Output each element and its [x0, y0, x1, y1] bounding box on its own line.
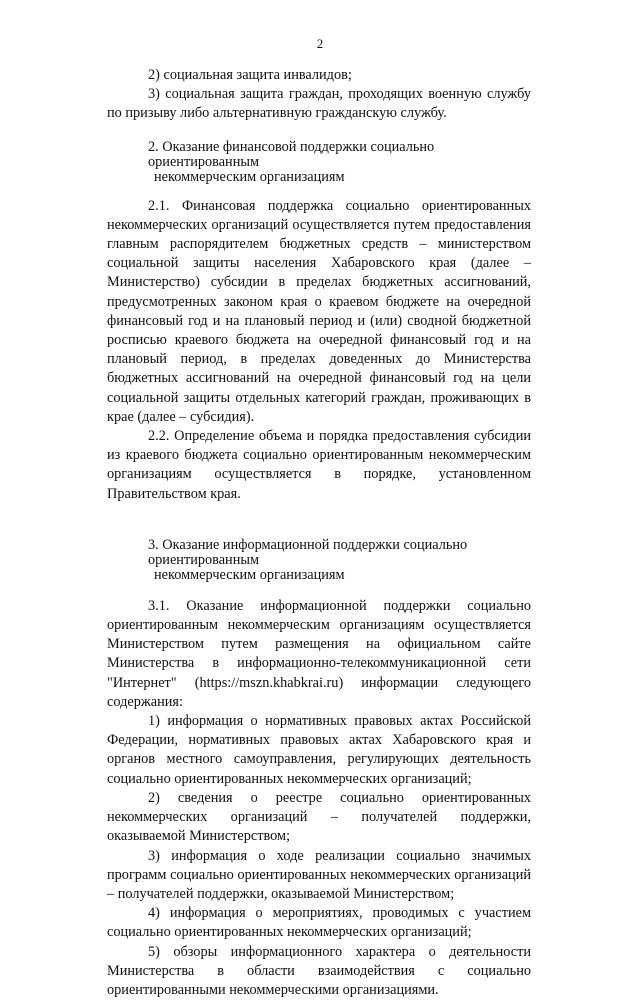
section-2-heading-line2: некоммерческим организациям [154, 168, 345, 185]
paragraph-2-1: 2.1. Финансовая поддержка социально ориентированных некоммерческих организаций осуществляется путем предоставления главным распорядителем бюджетных средств – министерством социальной защиты населения Хабаровского края (далее – Министерство) субсидии в пределах бюджетных ассигнований, предусмотренных законом края о краевом бюджете на очередной финансовый год и на плановый период и (или) сводной бюджетной росписью краевого бюджета на очередной финансовый год и на плановый период, в пределах доведенных до Министерства бюджетных ассигнований на очередной финансовый год на цели социальной защиты отдельных категорий граждан, проживающих в крае (далее – субсидия). [107, 197, 531, 425]
section-2-heading-line1: 2. Оказание финансовой поддержки социально ориентированным [148, 138, 435, 170]
list-item-1: 1) информация о нормативных правовых актах Российской Федерации, нормативных правовых актах Хабаровского края и органов местного самоуправления, регулирующих деятельность социально ориентированных некоммерческих организаций; [107, 713, 531, 787]
intro-item-2: 2) социальная защита инвалидов; [148, 67, 352, 83]
section-2-heading [148, 140, 531, 185]
list-item-5: 5) обзоры информационного характера о деятельности Министерства в области взаимодействия с социально ориентированными некоммерческими организациями. [107, 943, 531, 998]
section-3-heading [148, 538, 531, 583]
section-3-heading-line2: некоммерческим организациям [154, 566, 345, 583]
list-item-3: 3) информация о ходе реализации социально значимых программ социально ориентированных некоммерческих организаций – получателей поддержки, оказываемой Министерством; [107, 847, 531, 902]
intro-item-3: 3) социальная защита граждан, проходящих военную службу по призыву либо альтернативную гражданскую службу. [107, 86, 531, 122]
page-number: 2 [316, 36, 324, 51]
paragraph-2-2: 2.2. Определение объема и порядка предоставления субсидии из краевого бюджета социально ориентированным некоммерческим организациям осуществляется в порядке, установленном Правительством края. [107, 428, 531, 502]
document-body [107, 66, 531, 1000]
section-3-heading-line1: 3. Оказание информационной поддержки социально ориентированным [148, 536, 468, 568]
list-item-2: 2) сведения о реестре социально ориентированных некоммерческих организаций – получателей поддержки, оказываемой Министерством; [107, 789, 531, 845]
paragraph-3-1: 3.1. Оказание информационной поддержки социально ориентированным некоммерческим организациям осуществляется Министерством путем размещения на официальном сайте Министерства в информационно-телекоммуникационной сети "Интернет" (https://mszn.khabkrai.ru) информации следующего содержания: [107, 597, 531, 710]
list-item-4: 4) информация о мероприятиях, проводимых с участием социально ориентированных некоммерческих организаций; [107, 905, 531, 941]
